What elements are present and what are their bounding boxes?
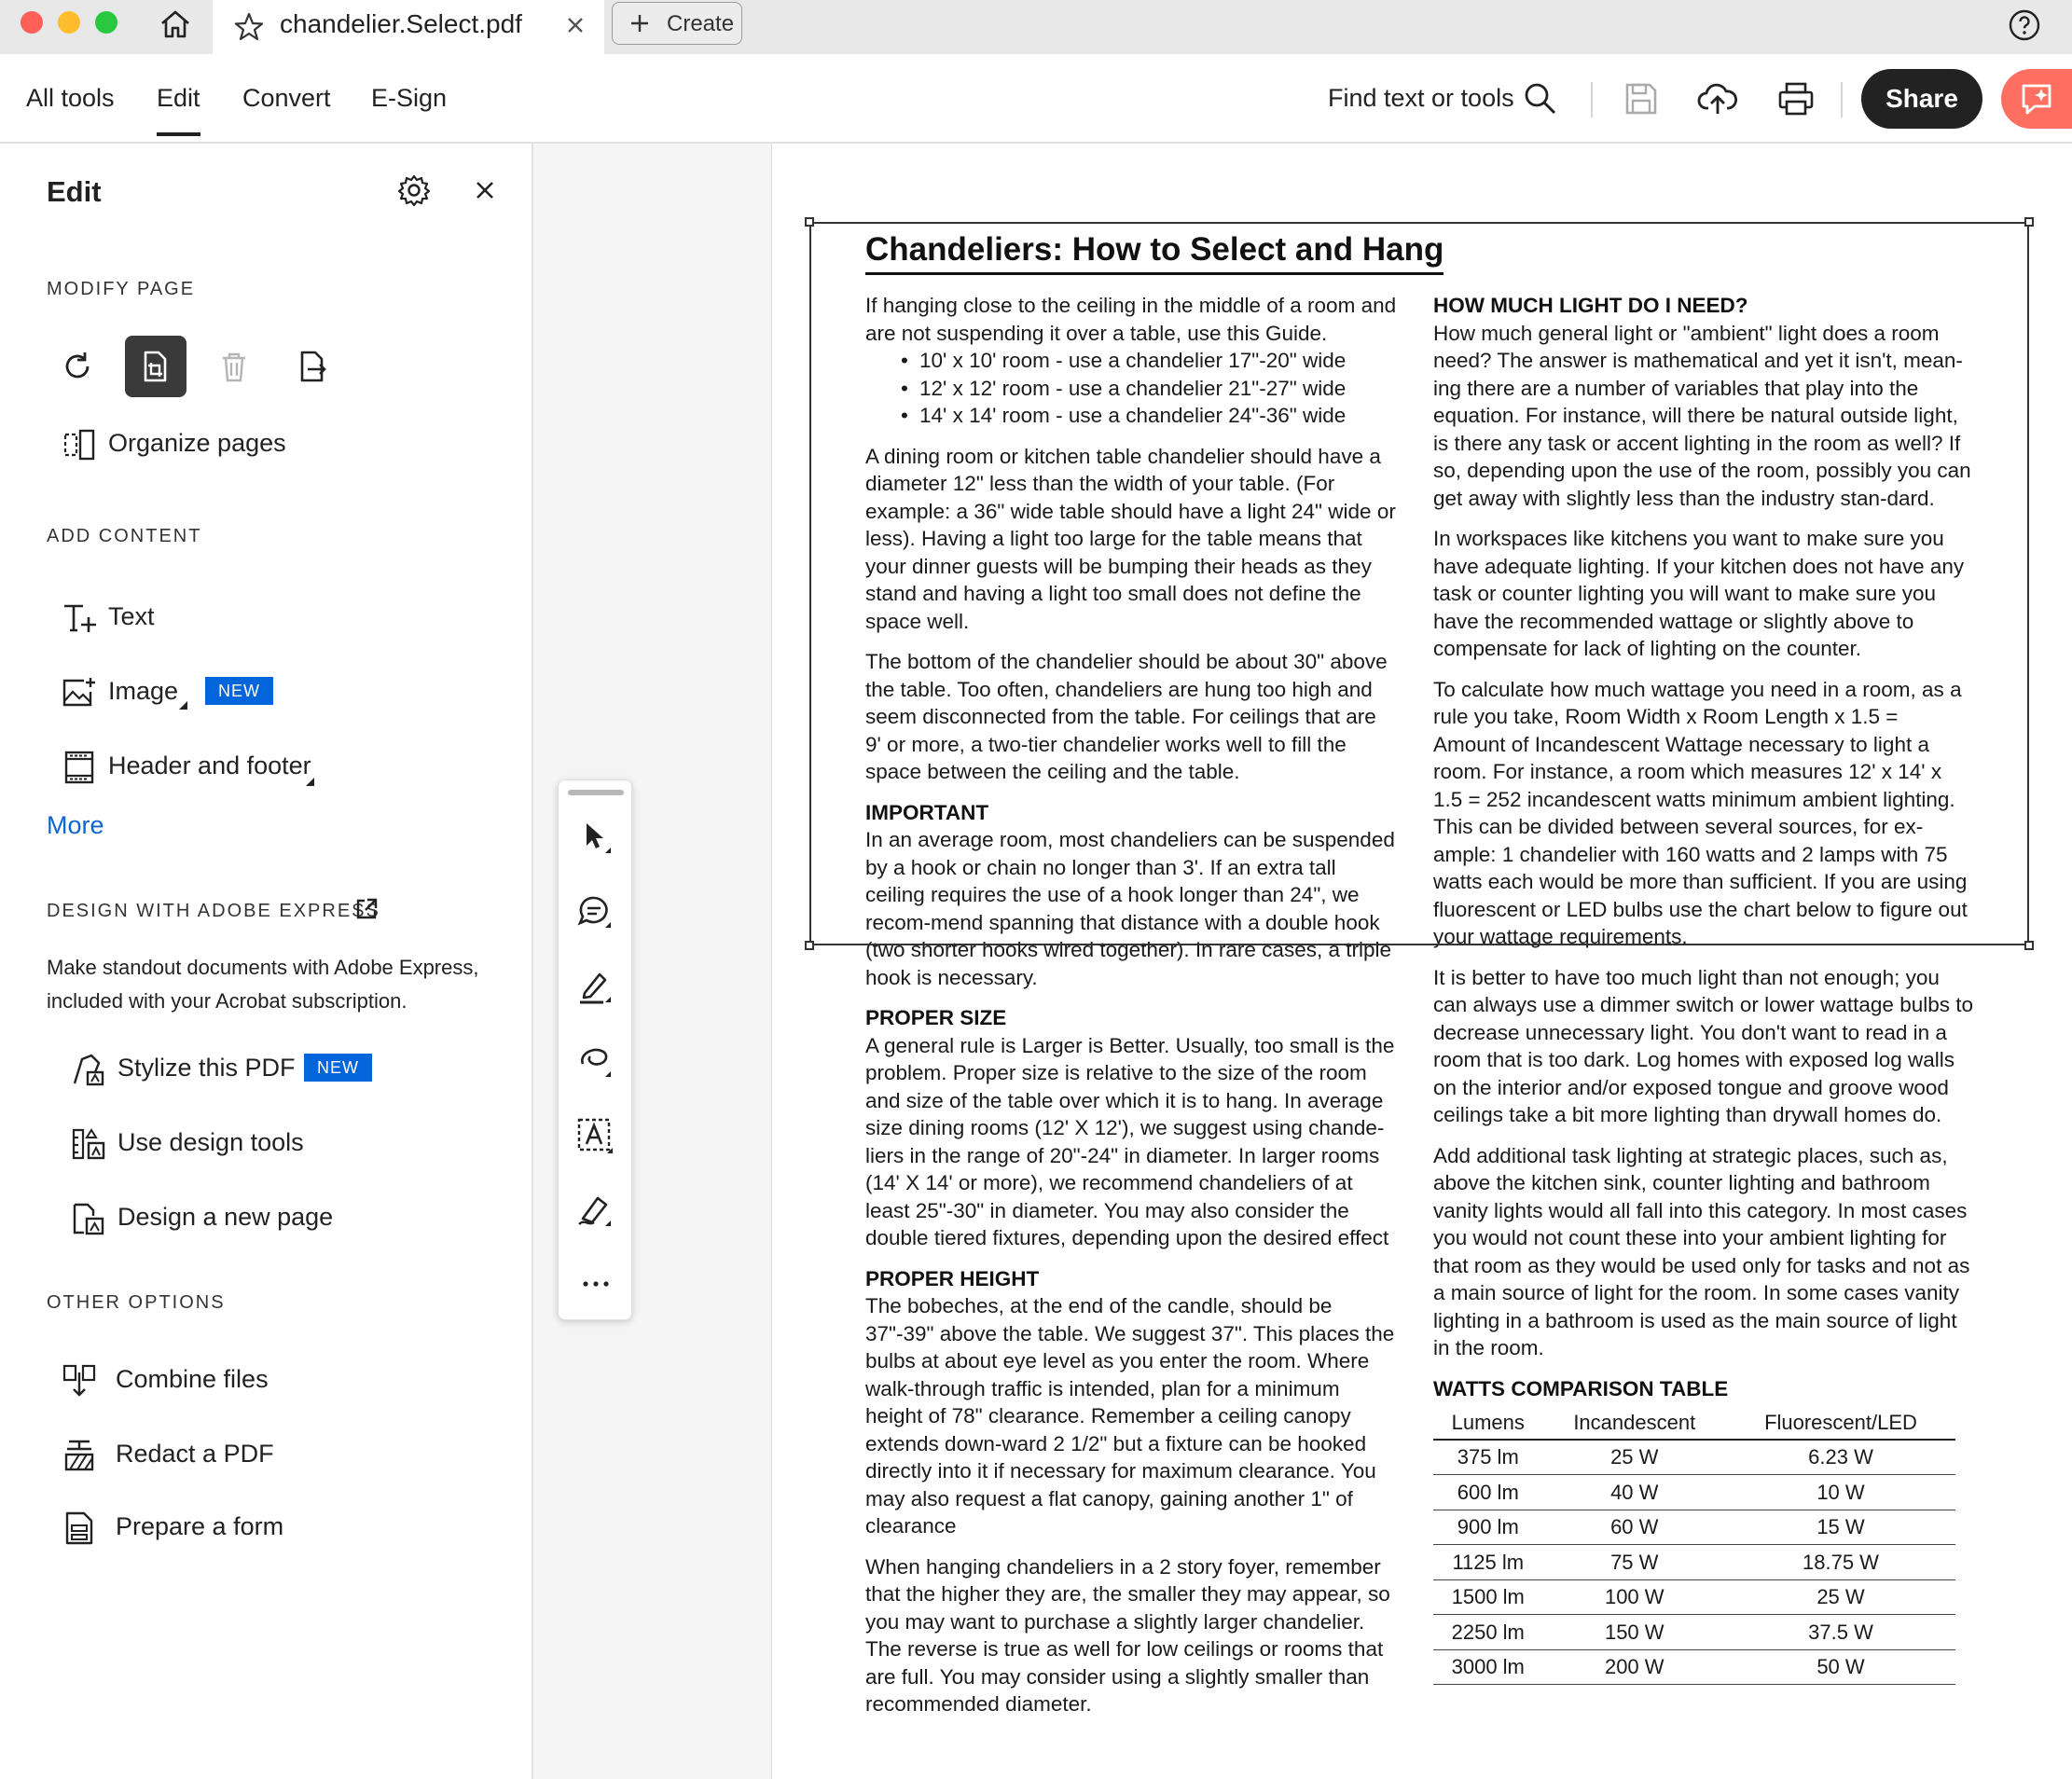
table-cell: 200 W	[1543, 1649, 1726, 1685]
tab-title: chandelier.Select.pdf	[280, 9, 522, 38]
combine-files-icon	[62, 1363, 97, 1399]
rotate-icon	[61, 350, 94, 383]
document-tab[interactable]	[213, 0, 604, 54]
design-new-page-item[interactable]	[71, 1197, 369, 1238]
crop-page-icon	[139, 350, 173, 383]
header-footer-label: Header and footer	[108, 752, 311, 779]
table-cell: 25 W	[1543, 1440, 1726, 1475]
table-cell: 10 W	[1726, 1475, 1955, 1510]
more-link[interactable]: More	[47, 811, 104, 839]
design-new-page-label: Design a new page	[117, 1203, 334, 1231]
organize-pages-label: Organize pages	[108, 429, 286, 457]
table-row	[1433, 1649, 1955, 1685]
organize-pages-icon	[62, 427, 97, 462]
table-cell: 15 W	[1726, 1510, 1955, 1545]
stylize-icon	[71, 1052, 106, 1087]
design-tools-label: Use design tools	[117, 1128, 304, 1156]
table-cell: 25 W	[1726, 1579, 1955, 1615]
prepare-form-item[interactable]	[62, 1507, 360, 1548]
print-icon[interactable]	[1775, 78, 1816, 119]
draw-tool-icon[interactable]	[575, 1041, 616, 1083]
column-header: Fluorescent/LED	[1726, 1406, 1955, 1440]
plus-icon	[628, 11, 652, 35]
table-cell: 900 lm	[1433, 1510, 1543, 1545]
drag-handle[interactable]	[568, 790, 624, 795]
select-tool-icon[interactable]	[575, 818, 616, 859]
design-tools-icon	[71, 1126, 106, 1162]
column-header: Incandescent	[1543, 1406, 1726, 1440]
column-header: Lumens	[1433, 1406, 1543, 1440]
create-button[interactable]	[612, 2, 742, 45]
workspaces-paragraph: In workspaces like kitchens you want to make sure you have adequate lighting. If your kitchen does not have any task or counter lighting you will want to make sure you have the recommended wattage or slightly above to compensate for lack of lighting on the counter.	[1433, 527, 1965, 660]
window-zoom-button[interactable]	[95, 11, 117, 34]
calculate-paragraph: To calculate how much wattage you need in a room, as a rule you take, Room Width x Room Length x 1.5 = Amount of Incandescent Wattage necessary to light a room. For instance, a room which measures 12' x 14' x 1.5 = 252 incandescent watts minimum ambient lighting. This can be divided between several sources, for ex-ample: 1 chandelier with 160 watts and 2 lamps with 75 watts each would be more than sufficient. If you are using fluorescent or LED bulbs use the chart below to figure out your wattage requirements.	[1433, 677, 1968, 948]
close-tab-icon[interactable]	[563, 13, 587, 37]
redact-icon	[62, 1438, 97, 1473]
star-icon[interactable]	[233, 11, 265, 43]
section-modify-page: MODIFY PAGE	[47, 279, 196, 299]
table-cell: 40 W	[1543, 1475, 1726, 1510]
menu-edit[interactable]: Edit	[157, 84, 200, 112]
table-cell: 2250 lm	[1433, 1615, 1543, 1650]
table-row	[1433, 1440, 1955, 1475]
combine-files-item[interactable]	[62, 1359, 360, 1400]
proper-size-paragraph: A general rule is Larger is Better. Usually, too small is the problem. Proper size is relative to the size of the room and size of the table over which it is to hang. In average size dining rooms (12' X 12'), we suggest using chande-liers in the range of 20"-24" in diameter. In larger rooms (14' X 14' or more), we recommend chandeliers of at least 25"-30" in diameter. You may also consider the double tiered fixtures, depending upon the desired effect	[865, 1033, 1395, 1249]
menu-e-sign[interactable]: E-Sign	[371, 84, 448, 112]
dropdown-corner-icon	[306, 778, 314, 786]
list-item: • 12' x 12' room - use a chandelier 21"-27" wide	[865, 375, 1397, 403]
sign-tool-icon[interactable]	[575, 1191, 616, 1232]
text-box-tool-icon[interactable]	[575, 1116, 616, 1157]
share-button[interactable]: Share	[1861, 69, 1982, 129]
menu-convert[interactable]: Convert	[242, 84, 331, 112]
light-heading: HOW MUCH LIGHT DO I NEED?	[1433, 294, 1748, 317]
trash-icon	[217, 350, 251, 383]
section-design-express: DESIGN WITH ADOBE EXPRESS	[47, 901, 380, 921]
table-cell: 3000 lm	[1433, 1649, 1543, 1685]
document-right-column[interactable]	[1433, 292, 1974, 1685]
bottom-height-paragraph: The bottom of the chandelier should be about 30" above the table. Too often, chandeliers are hung too high and seem disconnected from the table. For ceilings that are 9' or more, a two-tier chandelier works well to fill the space between the ceiling and the table.	[865, 650, 1388, 783]
section-add-content: ADD CONTENT	[47, 526, 202, 546]
table-cell: 60 W	[1543, 1510, 1726, 1545]
delete-page-button[interactable]	[203, 336, 265, 397]
table-cell: 1500 lm	[1433, 1579, 1543, 1615]
task-lighting-paragraph: Add additional task lighting at strategic places, such as, above the kitchen sink, counter lighting and bathroom vanity lights would all fall into this category. In most cases you would not count these into your ambient lighting for that room as they would be used only for tasks and not as a main source of light for the room. In some cases vanity lighting in a bathroom is used as the main source of light in the room.	[1433, 1143, 1970, 1359]
more-tools-icon[interactable]	[575, 1263, 616, 1304]
watts-table-title: WATTS COMPARISON TABLE	[1433, 1376, 1729, 1400]
panel-title: Edit	[47, 175, 102, 208]
prepare-form-label: Prepare a form	[116, 1512, 284, 1540]
add-image-icon	[62, 675, 97, 710]
important-heading: IMPORTANT	[865, 800, 989, 824]
proper-height-heading: PROPER HEIGHT	[865, 1266, 1040, 1290]
help-icon[interactable]	[2007, 7, 2042, 43]
highlight-tool-icon[interactable]	[575, 967, 616, 1008]
find-text-or-tools[interactable]: Find text or tools	[1328, 84, 1514, 112]
organize-pages-item[interactable]	[62, 423, 453, 464]
combine-files-label: Combine files	[116, 1365, 269, 1393]
table-cell: 600 lm	[1433, 1475, 1543, 1510]
important-paragraph: In an average room, most chandeliers can be suspended by a hook or chain no longer than 3'. If an extra tall ceiling requires the use of a hook longer than 24", we recom-mend spanning that distance with a double hook (two shorter hooks wired together). In rare cases, a triple hook is necessary.	[865, 828, 1395, 989]
add-text-icon	[62, 600, 97, 636]
document-title[interactable]: Chandeliers: How to Select and Hang	[865, 231, 1443, 275]
comment-tool-icon[interactable]	[575, 892, 616, 933]
foyer-paragraph: When hanging chandeliers in a 2 story foyer, remember that the higher they are, the smaller they may appear, so you may want to purchase a slightly larger chandelier. The reverse is true as well for low ceilings or rooms that are full. You may consider using a slightly smaller than recommended diameter.	[865, 1554, 1390, 1716]
extract-page-icon	[296, 350, 329, 383]
add-text-label: Text	[108, 602, 155, 630]
table-cell: 100 W	[1543, 1579, 1726, 1615]
dining-paragraph: A dining room or kitchen table chandelier should have a diameter 12" less than the width of your table. (For example: a 36" wide table should have a light 24" wide or less). Having a light too large for the table means that your dinner guests will be bumping their heads as they stand and having a light too small does not define the space well.	[865, 444, 1396, 633]
redact-pdf-item[interactable]	[62, 1434, 360, 1475]
document-left-column[interactable]	[865, 292, 1397, 1731]
intro-paragraph: If hanging close to the ceiling in the middle of a room and are not suspending it over a table, use this Guide.	[865, 294, 1397, 345]
table-row	[1433, 1510, 1955, 1545]
new-badge-stylize: NEW	[304, 1054, 372, 1082]
home-icon[interactable]	[157, 6, 194, 43]
save-icon[interactable]	[1621, 78, 1662, 119]
ai-assistant-icon	[2018, 78, 2072, 119]
table-row	[1433, 1579, 1955, 1615]
gear-icon[interactable]	[397, 173, 431, 207]
quick-tools-bar	[558, 779, 632, 1320]
watts-comparison-table	[1433, 1406, 1955, 1685]
cloud-upload-icon[interactable]	[1697, 78, 1738, 119]
proper-height-paragraph: The bobeches, at the end of the candle, should be 37"-39" above the table. We suggest 37". This places the bulbs at about eye level as you enter the room. Where walk-through traffic is intended, plan for a minimum height of 78" clearance. Remember a ceiling canopy extends down-ward 2 1/2" but a fixture can be hooked directly into it if necessary for maximum clearance. You may also request a flat canopy, gaining another 1" of clearance	[865, 1294, 1395, 1538]
redact-pdf-label: Redact a PDF	[116, 1440, 274, 1468]
prepare-form-icon	[62, 1510, 97, 1546]
menu-all-tools[interactable]: All tools	[26, 84, 115, 112]
window-close-button[interactable]	[21, 11, 43, 34]
crop-page-button[interactable]	[125, 336, 186, 397]
table-row	[1433, 1545, 1955, 1580]
add-image-label: Image	[108, 677, 179, 705]
edit-panel	[0, 144, 533, 1779]
top-toolbar	[0, 54, 2072, 144]
table-cell: 37.5 W	[1726, 1615, 1955, 1650]
new-badge-image: NEW	[205, 677, 273, 705]
add-image-item[interactable]	[62, 671, 341, 712]
dropdown-corner-icon	[179, 701, 187, 710]
header-footer-item[interactable]	[62, 746, 341, 787]
title-bar	[0, 0, 2072, 54]
extract-page-button[interactable]	[282, 336, 343, 397]
table-cell: 375 lm	[1433, 1440, 1543, 1475]
table-cell: 1125 lm	[1433, 1545, 1543, 1580]
external-link-icon[interactable]	[354, 897, 379, 921]
table-cell: 6.23 W	[1726, 1440, 1955, 1475]
table-cell: 50 W	[1726, 1649, 1955, 1685]
ai-assistant-button[interactable]	[2001, 69, 2072, 129]
table-row	[1433, 1615, 1955, 1650]
table-cell: 18.75 W	[1726, 1545, 1955, 1580]
table-cell: 75 W	[1543, 1545, 1726, 1580]
table-cell: 150 W	[1543, 1615, 1726, 1650]
express-description: Make standout documents with Adobe Express, included with your Acrobat subscription.	[47, 956, 479, 1013]
table-row	[1433, 1475, 1955, 1510]
stylize-pdf-label: Stylize this PDF	[117, 1054, 296, 1082]
room-size-list	[865, 347, 1397, 430]
header-footer-icon	[62, 750, 97, 785]
better-paragraph: It is better to have too much light than not enough; you can always use a dimmer switch or lower wattage bulbs to decrease unnecessary light. You don't want to read in a room that is too dark. Log homes with exposed log walls on the interior and/or exposed tongue and groove wood ceilings take a bit more lighting than drywall homes do.	[1433, 965, 1974, 1126]
list-item: • 10' x 10' room - use a chandelier 17"-20" wide	[865, 347, 1397, 375]
design-new-page-icon	[71, 1201, 106, 1236]
search-icon[interactable]	[1520, 78, 1561, 119]
window-minimize-button[interactable]	[58, 11, 80, 34]
list-item: • 14' x 14' room - use a chandelier 24"-36" wide	[865, 402, 1397, 430]
rotate-page-button[interactable]	[47, 336, 108, 397]
section-other-options: OTHER OPTIONS	[47, 1292, 226, 1313]
table-header-row	[1433, 1406, 1955, 1440]
design-tools-item[interactable]	[71, 1123, 369, 1164]
proper-size-heading: PROPER SIZE	[865, 1006, 1007, 1029]
light-paragraph: How much general light or "ambient" light does a room need? The answer is mathematical and yet it isn't, mean-ing there are a number of variables that play into the equation. For instance, will there be natural outside light, is there any task or accent lighting in the room as well? If so, depending upon the use of the room, possibly you can get away with slightly less than the industry stan-dard.	[1433, 321, 1971, 510]
add-text-item[interactable]	[62, 597, 341, 638]
create-label: Create	[667, 11, 735, 36]
close-panel-icon[interactable]	[472, 177, 498, 203]
